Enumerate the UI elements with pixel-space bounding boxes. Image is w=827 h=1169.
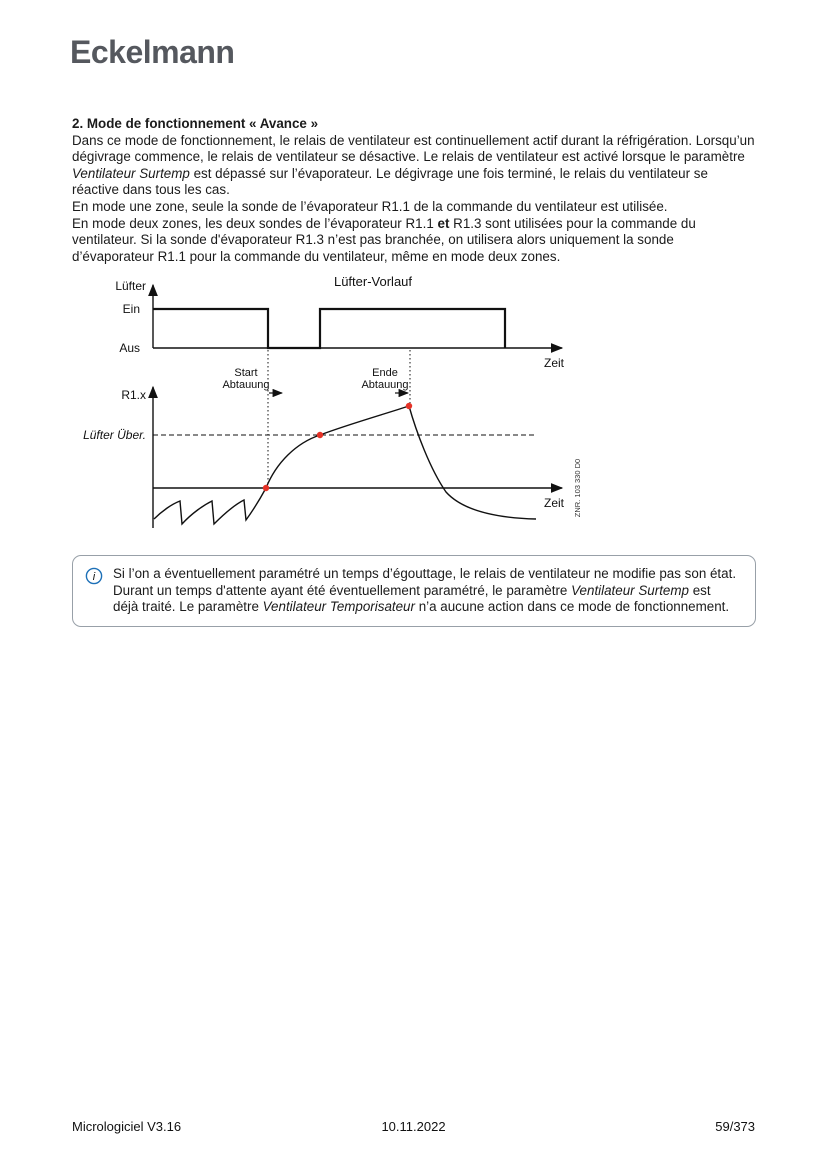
level-ein-label: Ein [122, 302, 140, 317]
text-run: Dans ce mode de fonctionnement, le relais de ventilateur est continuellement actif durant la réfrigération. Lorsqu’un dégivrage commence, le relais de ventilateur se désactive. Le relais de ventilateur est activé lorsque le paramètre [72, 132, 755, 165]
page-footer [72, 1119, 755, 1134]
param-ventilateur-surtemp: Ventilateur Surtemp [72, 165, 190, 181]
page-content [72, 116, 756, 627]
fan-signal-line [153, 309, 505, 348]
section-heading: 2. Mode de fonctionnement « Avance » [72, 116, 319, 131]
note-text [113, 566, 739, 616]
marker-threshold-crossing [317, 432, 323, 438]
marker-defrost-start [263, 485, 269, 491]
marker-defrost-end [406, 403, 412, 409]
start-label-line2: Abtauung [222, 379, 270, 392]
text-run: R1.3 sont utilisées pour la commande du ventilateur. Si la sonde d'évaporateur R1.3 n’est pas branchée, on utilisera alors uniquement la sonde d’évaporateur R1.1 pour la commande du ventilateur, même en mode deux zones. [72, 215, 696, 264]
paragraph-two-zones [72, 216, 756, 266]
footer-date: 10.11.2022 [381, 1119, 446, 1134]
text-run: est déjà traité. Le paramètre [113, 582, 711, 615]
threshold-label: Lüfter Über. [83, 428, 146, 443]
top-x-axis-label: Zeit [543, 356, 564, 371]
param-ventilateur-temporisateur: Ventilateur Temporisateur [262, 599, 415, 615]
end-label-line1: Ende [372, 367, 398, 380]
bottom-y-axis-label: R1.x [121, 388, 146, 403]
footer-firmware-version: Micrologiciel V3.16 [72, 1119, 182, 1134]
fan-timing-diagram [78, 273, 598, 538]
start-label-line1: Start [234, 367, 258, 380]
text-run: n’a aucune action dans ce mode de fonctionnement. [414, 599, 730, 615]
drawing-number: ZNR. 103 330 D0 [573, 459, 582, 518]
info-icon [85, 567, 103, 590]
paragraph-mode-description [72, 133, 756, 199]
eckelmann-logo: Eckelmann [70, 34, 235, 70]
info-note-box [72, 555, 756, 627]
diagram-container [78, 273, 756, 543]
emphasis-et: et [437, 215, 450, 231]
text-run: Si l’on a éventuellement paramétré un temps d’égouttage, le relais de ventilateur ne modifie pas son état. Durant un temps d'attente ayant été éventuellement paramétré, le paramètre [113, 565, 737, 598]
footer-page-number: 59/373 [715, 1119, 756, 1134]
end-label-line2: Abtauung [361, 379, 409, 392]
bottom-x-axis-label: Zeit [543, 496, 564, 511]
param-ventilateur-surtemp: Ventilateur Surtemp [571, 582, 689, 598]
top-y-axis-label: Lüfter [115, 279, 146, 294]
text-run: En mode deux zones, les deux sondes de l’évaporateur R1.1 [72, 215, 438, 231]
diagram-title: Lüfter-Vorlauf [333, 274, 413, 290]
info-icon-glyph: i [92, 570, 96, 583]
level-aus-label: Aus [119, 341, 140, 356]
evaporator-temp-curve [154, 406, 536, 524]
paragraph-one-zone: En mode une zone, seule la sonde de l’évaporateur R1.1 de la commande du ventilateur est utilisée. [72, 198, 668, 214]
text-run: est dépassé sur l’évaporateur. Le dégivrage une fois terminé, le relais du ventilateur se réactive dans tous les cas. [72, 165, 708, 198]
